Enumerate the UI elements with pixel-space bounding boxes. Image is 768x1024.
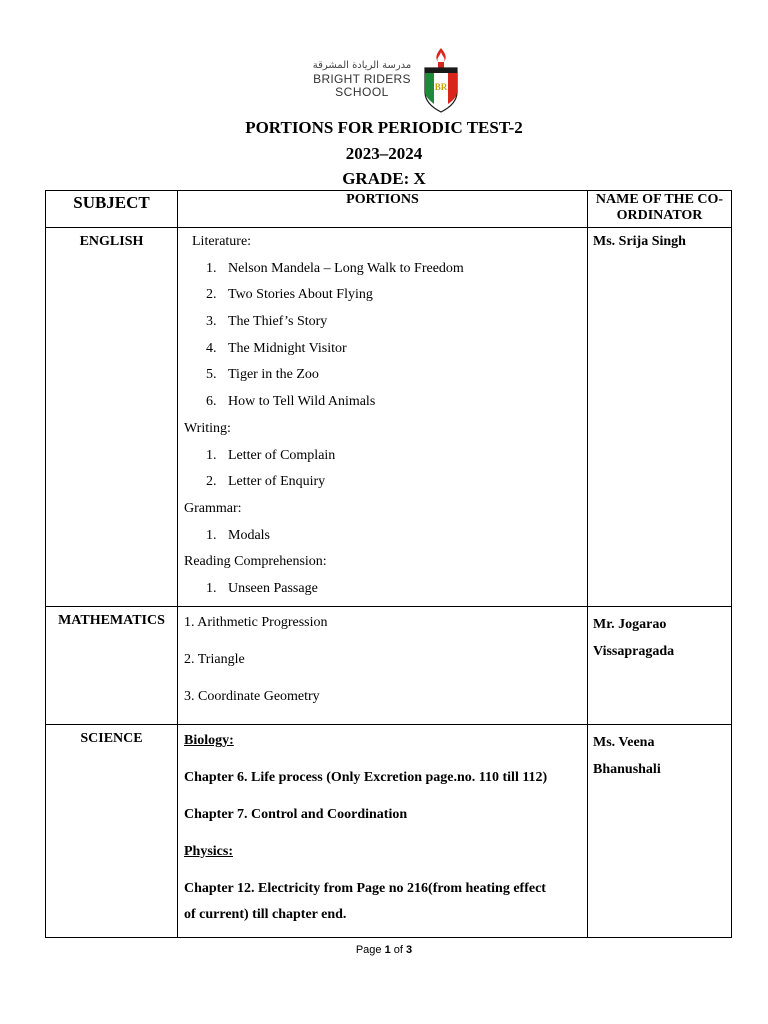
list-item: 2. Letter of Enquiry	[206, 474, 326, 490]
footer-current-page: 1	[384, 944, 391, 956]
list-item: 2. Triangle	[184, 651, 245, 667]
grammar-label: Grammar:	[184, 500, 242, 516]
portions-mathematics	[178, 606, 588, 724]
list-item: 1. Nelson Mandela – Long Walk to Freedom	[206, 260, 464, 276]
list-item: 4. The Midnight Visitor	[206, 340, 347, 356]
coordinator-name-line2: Bhanushali	[593, 761, 661, 777]
coordinator-name-line1: Mr. Jogarao	[593, 616, 667, 632]
logo-name-line2: SCHOOL	[335, 85, 389, 99]
coordinator-english: Ms. Srija Singh	[588, 228, 732, 607]
header-portions: PORTIONS	[178, 191, 588, 228]
literature-label: Literature:	[192, 234, 252, 249]
page-footer	[0, 944, 768, 956]
torch-shield-icon	[422, 46, 460, 114]
grade-heading: GRADE: X	[342, 169, 426, 188]
header-coordinator: NAME OF THE CO-ORDINATOR	[588, 191, 732, 228]
coordinator-science	[588, 724, 732, 937]
list-item-continued: of current) till chapter end.	[184, 906, 347, 922]
physics-label: Physics:	[184, 843, 233, 859]
subject-english: ENGLISH	[46, 228, 178, 607]
list-item: 1. Modals	[206, 527, 270, 543]
logo-arabic-text: مدرسة الريادة المشرقة	[312, 60, 412, 71]
coordinator-name-line2: Vissapragada	[593, 643, 675, 659]
subject-science: SCIENCE	[46, 724, 178, 937]
reading-label: Reading Comprehension:	[184, 554, 327, 570]
list-item: 1. Letter of Complain	[206, 447, 336, 463]
svg-text:BR: BR	[434, 82, 448, 92]
portions-table	[45, 190, 732, 938]
table-row-english	[46, 228, 732, 607]
footer-page-word: Page	[355, 944, 382, 956]
academic-year: 2023–2024	[345, 144, 423, 163]
list-item: 3. The Thief’s Story	[206, 314, 328, 330]
school-logo	[302, 46, 468, 116]
writing-label: Writing:	[184, 420, 231, 436]
coordinator-mathematics	[588, 606, 732, 724]
list-item: Chapter 12. Electricity from Page no 216(from heating effect	[184, 880, 546, 896]
table-header-row	[46, 191, 732, 228]
list-item: 6. How to Tell Wild Animals	[206, 394, 376, 410]
table-row-mathematics	[46, 606, 732, 724]
list-item: 5. Tiger in the Zoo	[206, 367, 319, 383]
list-item: 3. Coordinate Geometry	[184, 688, 320, 704]
logo-wordmark	[302, 60, 422, 99]
header-subject: SUBJECT	[46, 191, 178, 228]
footer-of-word: of	[393, 944, 403, 956]
biology-label: Biology:	[184, 732, 234, 748]
document-title: PORTIONS FOR PERIODIC TEST-2	[245, 118, 523, 137]
coordinator-name-line1: Ms. Veena	[593, 734, 655, 750]
subject-mathematics: MATHEMATICS	[46, 606, 178, 724]
logo-name-line1: BRIGHT RIDERS	[313, 72, 411, 86]
list-item: 1. Unseen Passage	[206, 580, 318, 596]
table-row-science	[46, 724, 732, 937]
list-item: Chapter 7. Control and Coordination	[184, 806, 408, 822]
portions-science	[178, 724, 588, 937]
list-item: 2. Two Stories About Flying	[206, 287, 373, 303]
portions-english	[178, 228, 588, 607]
footer-total-pages: 3	[406, 944, 413, 956]
list-item: Chapter 6. Life process (Only Excretion page.no. 110 till 112)	[184, 769, 548, 785]
list-item: 1. Arithmetic Progression	[184, 614, 328, 630]
